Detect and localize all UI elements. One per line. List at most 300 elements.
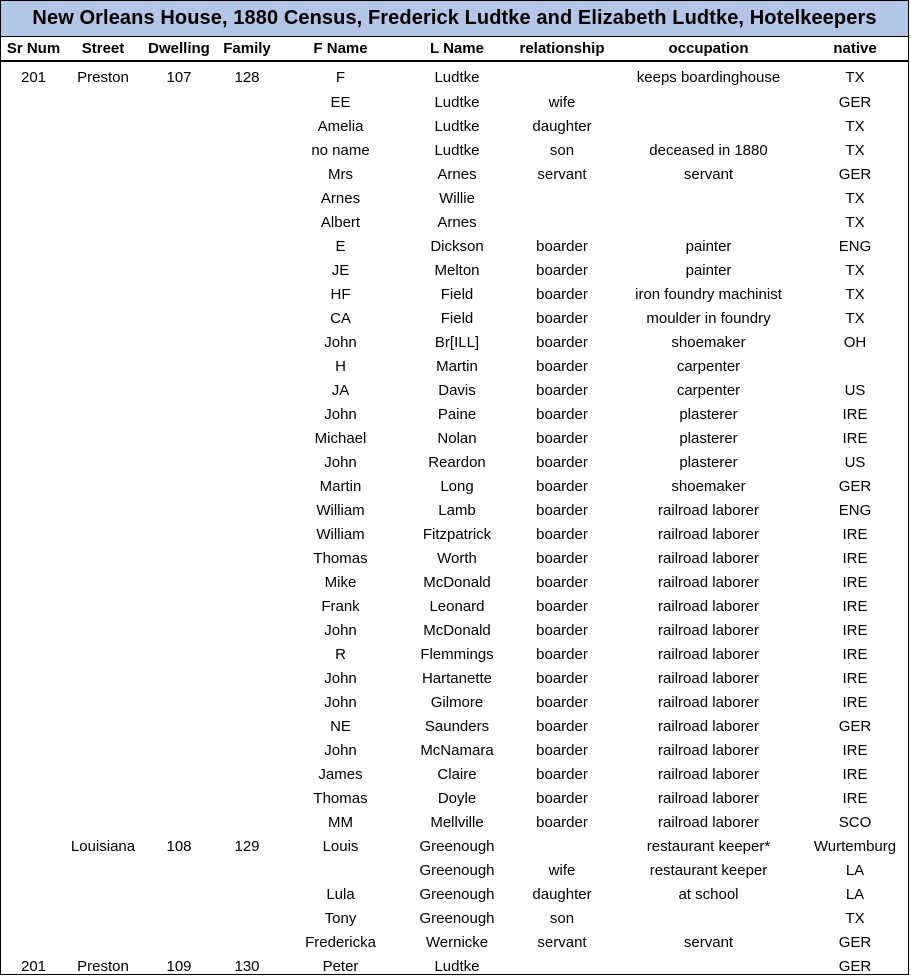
cell-last-name: Arnes: [437, 165, 477, 183]
cell-last-name: Flemmings: [420, 645, 494, 663]
cell-street: [66, 258, 140, 282]
cell-relationship: boarder: [536, 525, 588, 543]
cell-first-name: F: [335, 68, 346, 86]
table-row: [1, 522, 908, 546]
cell-native: IRE: [842, 573, 868, 591]
cell-first-name: William: [316, 501, 365, 519]
col-header-last-name: L Name: [405, 37, 509, 61]
cell-dwelling: [140, 114, 218, 138]
table-row: [1, 330, 908, 354]
cell-last-name: Greenough: [419, 837, 495, 855]
cell-first-name: James: [318, 765, 363, 783]
cell-street: [66, 858, 140, 882]
cell-native: GER: [838, 93, 872, 111]
cell-street: [66, 138, 140, 162]
cell-dwelling: [140, 354, 218, 378]
cell-sr-num: [1, 594, 66, 618]
cell-relationship: boarder: [536, 789, 588, 807]
cell-relationship: daughter: [532, 117, 592, 135]
cell-occupation: railroad laborer: [658, 573, 759, 591]
cell-sr-num: [1, 378, 66, 402]
cell-first-name: E: [335, 237, 346, 255]
cell-first-name: John: [324, 621, 357, 639]
cell-family: [218, 858, 276, 882]
cell-family: [218, 714, 276, 738]
cell-sr-num: [1, 522, 66, 546]
table-row: [1, 498, 908, 522]
cell-family: [218, 210, 276, 234]
cell-relationship: boarder: [536, 261, 588, 279]
cell-native: IRE: [842, 525, 868, 543]
cell-family: [218, 234, 276, 258]
cell-last-name: Doyle: [437, 789, 477, 807]
table-row: [1, 834, 908, 858]
table-row: [1, 810, 908, 834]
cell-last-name: Willie: [439, 189, 475, 207]
cell-dwelling: [140, 666, 218, 690]
cell-occupation: [615, 210, 802, 234]
cell-first-name: John: [324, 453, 357, 471]
cell-dwelling: [140, 738, 218, 762]
cell-family: [218, 330, 276, 354]
cell-last-name: Ludtke: [434, 141, 480, 159]
cell-street: [66, 474, 140, 498]
cell-occupation: [615, 954, 802, 978]
cell-first-name: Louis: [322, 837, 359, 855]
cell-occupation: shoemaker: [671, 333, 746, 351]
cell-sr-num: [1, 474, 66, 498]
cell-relationship: boarder: [536, 597, 588, 615]
cell-last-name: Fitzpatrick: [422, 525, 492, 543]
cell-dwelling: [140, 858, 218, 882]
col-header-native: native: [802, 37, 908, 61]
cell-native: ENG: [838, 501, 872, 519]
cell-sr-num: [1, 810, 66, 834]
cell-last-name: Dickson: [430, 237, 484, 255]
cell-occupation: railroad laborer: [658, 717, 759, 735]
cell-sr-num: [1, 354, 66, 378]
cell-relationship: boarder: [536, 501, 588, 519]
census-body: [1, 61, 908, 978]
cell-dwelling: [140, 546, 218, 570]
cell-sr-num: [1, 930, 66, 954]
cell-occupation: [615, 906, 802, 930]
cell-occupation: railroad laborer: [658, 597, 759, 615]
cell-native: Wurtemburg: [813, 837, 897, 855]
cell-family: 128: [234, 68, 260, 86]
cell-family: [218, 594, 276, 618]
cell-family: [218, 90, 276, 114]
cell-sr-num: [1, 234, 66, 258]
cell-dwelling: 109: [166, 957, 192, 975]
cell-first-name: Frank: [321, 597, 360, 615]
cell-occupation: servant: [683, 933, 734, 951]
cell-first-name: Thomas: [313, 549, 368, 567]
cell-native: IRE: [842, 645, 868, 663]
cell-dwelling: [140, 762, 218, 786]
cell-relationship: boarder: [536, 453, 588, 471]
cell-last-name: Martin: [436, 357, 478, 375]
cell-relationship: servant: [537, 165, 587, 183]
cell-first-name: R: [335, 645, 346, 663]
cell-family: [218, 810, 276, 834]
cell-last-name: Ludtke: [434, 957, 480, 975]
table-row: [1, 378, 908, 402]
cell-family: [218, 522, 276, 546]
sheet-title: New Orleans House, 1880 Census, Frederick Ludtke and Elizabeth Ludtke, Hotelkeepers: [1, 1, 908, 37]
cell-dwelling: [140, 474, 218, 498]
table-row: [1, 714, 908, 738]
cell-street: [66, 162, 140, 186]
cell-occupation: railroad laborer: [658, 789, 759, 807]
cell-native: OH: [843, 333, 867, 351]
cell-last-name: McDonald: [423, 621, 491, 639]
cell-first-name: Thomas: [313, 789, 368, 807]
cell-dwelling: 107: [166, 68, 192, 86]
cell-dwelling: [140, 426, 218, 450]
table-row: [1, 954, 908, 978]
cell-street: [66, 498, 140, 522]
cell-relationship: boarder: [536, 285, 588, 303]
cell-native: LA: [845, 885, 865, 903]
cell-family: [218, 306, 276, 330]
cell-first-name: Mrs: [328, 165, 353, 183]
cell-last-name: Paine: [437, 405, 477, 423]
cell-street: [66, 882, 140, 906]
cell-dwelling: [140, 594, 218, 618]
cell-family: [218, 138, 276, 162]
cell-relationship: wife: [548, 93, 576, 111]
cell-last-name: Nolan: [437, 429, 477, 447]
cell-last-name: McDonald: [423, 573, 491, 591]
cell-last-name: Field: [440, 285, 474, 303]
cell-native: TX: [845, 68, 865, 86]
table-row: [1, 162, 908, 186]
table-row: [1, 882, 908, 906]
cell-sr-num: [1, 570, 66, 594]
cell-sr-num: 201: [20, 68, 47, 86]
cell-dwelling: [140, 90, 218, 114]
cell-sr-num: [1, 498, 66, 522]
cell-dwelling: [140, 234, 218, 258]
cell-first-name: Fredericka: [305, 933, 376, 951]
cell-relationship: boarder: [536, 765, 588, 783]
cell-relationship: wife: [548, 861, 576, 879]
cell-relationship: boarder: [536, 237, 588, 255]
cell-dwelling: [140, 378, 218, 402]
cell-family: [218, 906, 276, 930]
cell-occupation: railroad laborer: [658, 693, 759, 711]
cell-sr-num: [1, 258, 66, 282]
cell-occupation: at school: [678, 885, 739, 903]
cell-sr-num: [1, 210, 66, 234]
cell-street: Preston: [77, 957, 129, 975]
cell-last-name: Ludtke: [434, 117, 480, 135]
cell-first-name: Lula: [326, 885, 355, 903]
cell-occupation: railroad laborer: [658, 549, 759, 567]
cell-sr-num: [1, 450, 66, 474]
cell-dwelling: [140, 330, 218, 354]
table-row: [1, 234, 908, 258]
cell-family: [218, 690, 276, 714]
cell-native: IRE: [842, 549, 868, 567]
cell-sr-num: [1, 282, 66, 306]
table-row: [1, 474, 908, 498]
cell-occupation: carpenter: [676, 357, 741, 375]
cell-street: [66, 114, 140, 138]
table-row: [1, 738, 908, 762]
cell-dwelling: [140, 402, 218, 426]
table-row: [1, 138, 908, 162]
cell-sr-num: [1, 186, 66, 210]
cell-street: [66, 714, 140, 738]
cell-relationship: son: [549, 909, 575, 927]
header-row: [1, 37, 908, 61]
col-header-relationship: relationship: [509, 37, 615, 61]
col-header-dwelling: Dwelling: [140, 37, 218, 61]
cell-dwelling: [140, 690, 218, 714]
cell-relationship: boarder: [536, 621, 588, 639]
table-row: [1, 642, 908, 666]
cell-dwelling: [140, 570, 218, 594]
cell-street: [66, 642, 140, 666]
cell-last-name: Leonard: [429, 597, 485, 615]
cell-sr-num: [1, 666, 66, 690]
table-row: [1, 906, 908, 930]
cell-family: [218, 402, 276, 426]
cell-occupation: [615, 114, 802, 138]
cell-sr-num: [1, 690, 66, 714]
cell-street: [66, 570, 140, 594]
cell-occupation: railroad laborer: [658, 813, 759, 831]
cell-native: IRE: [842, 597, 868, 615]
cell-occupation: plasterer: [679, 405, 738, 423]
cell-occupation: railroad laborer: [658, 669, 759, 687]
cell-first-name: HF: [330, 285, 351, 303]
cell-last-name: McNamara: [420, 741, 494, 759]
cell-native: IRE: [842, 429, 868, 447]
cell-last-name: Greenough: [419, 909, 495, 927]
cell-street: [66, 522, 140, 546]
cell-sr-num: [1, 906, 66, 930]
cell-native: TX: [845, 117, 865, 135]
cell-sr-num: [1, 306, 66, 330]
cell-relationship: boarder: [536, 405, 588, 423]
table-row: [1, 61, 908, 90]
col-header-street: Street: [66, 37, 140, 61]
cell-sr-num: [1, 642, 66, 666]
cell-family: [218, 762, 276, 786]
cell-sr-num: [1, 738, 66, 762]
cell-occupation: iron foundry machinist: [635, 285, 782, 303]
cell-native: TX: [845, 213, 865, 231]
cell-family: [218, 450, 276, 474]
cell-relationship: boarder: [536, 717, 588, 735]
cell-relationship: [509, 834, 615, 858]
cell-family: [218, 354, 276, 378]
cell-native: SCO: [838, 813, 872, 831]
cell-family: [218, 378, 276, 402]
cell-last-name: Worth: [437, 549, 477, 567]
cell-native: LA: [845, 861, 865, 879]
cell-native: IRE: [842, 621, 868, 639]
cell-last-name: Lamb: [438, 501, 476, 519]
cell-relationship: boarder: [536, 813, 588, 831]
cell-family: [218, 642, 276, 666]
cell-occupation: railroad laborer: [658, 765, 759, 783]
cell-dwelling: [140, 810, 218, 834]
cell-occupation: painter: [685, 237, 732, 255]
table-row: [1, 402, 908, 426]
cell-occupation: [615, 186, 802, 210]
cell-native: US: [844, 453, 866, 471]
cell-sr-num: 201: [20, 957, 47, 975]
table-row: [1, 546, 908, 570]
cell-street: [66, 186, 140, 210]
cell-family: [218, 498, 276, 522]
cell-native: GER: [838, 165, 872, 183]
cell-occupation: [615, 90, 802, 114]
cell-occupation: moulder in foundry: [646, 309, 771, 327]
cell-first-name: JA: [331, 381, 350, 399]
cell-dwelling: [140, 642, 218, 666]
cell-native: [802, 354, 908, 378]
cell-street: [66, 666, 140, 690]
cell-first-name: Arnes: [320, 189, 361, 207]
cell-dwelling: [140, 282, 218, 306]
cell-family: 129: [234, 837, 260, 855]
cell-first-name: EE: [330, 93, 351, 111]
cell-occupation: railroad laborer: [658, 741, 759, 759]
table-row: [1, 210, 908, 234]
cell-occupation: railroad laborer: [658, 621, 759, 639]
cell-family: [218, 258, 276, 282]
cell-relationship: daughter: [532, 885, 592, 903]
cell-first-name: MM: [328, 813, 353, 831]
table-row: [1, 90, 908, 114]
cell-occupation: railroad laborer: [658, 645, 759, 663]
cell-native: GER: [838, 717, 872, 735]
col-header-occupation: occupation: [615, 37, 802, 61]
cell-occupation: deceased in 1880: [649, 141, 768, 159]
cell-occupation: plasterer: [679, 453, 738, 471]
cell-occupation: servant: [683, 165, 734, 183]
cell-relationship: boarder: [536, 669, 588, 687]
table-row: [1, 594, 908, 618]
cell-last-name: Melton: [434, 261, 480, 279]
cell-last-name: Claire: [437, 765, 477, 783]
cell-street: [66, 426, 140, 450]
cell-sr-num: [1, 762, 66, 786]
cell-dwelling: [140, 450, 218, 474]
cell-relationship: [509, 186, 615, 210]
cell-street: [66, 690, 140, 714]
table-row: [1, 570, 908, 594]
cell-sr-num: [1, 114, 66, 138]
cell-dwelling: [140, 498, 218, 522]
cell-last-name: Davis: [438, 381, 476, 399]
cell-dwelling: [140, 162, 218, 186]
cell-street: [66, 546, 140, 570]
cell-occupation: railroad laborer: [658, 501, 759, 519]
col-header-family: Family: [218, 37, 276, 61]
cell-family: [218, 618, 276, 642]
cell-native: IRE: [842, 693, 868, 711]
cell-dwelling: [140, 138, 218, 162]
cell-street: [66, 402, 140, 426]
cell-occupation: restaurant keeper: [649, 861, 768, 879]
table-row: [1, 666, 908, 690]
cell-dwelling: 108: [166, 837, 192, 855]
cell-native: GER: [838, 957, 872, 975]
cell-last-name: Arnes: [437, 213, 477, 231]
cell-sr-num: [1, 90, 66, 114]
cell-last-name: Ludtke: [434, 68, 480, 86]
cell-occupation: painter: [685, 261, 732, 279]
cell-street: [66, 618, 140, 642]
cell-native: IRE: [842, 669, 868, 687]
cell-relationship: boarder: [536, 645, 588, 663]
cell-last-name: Ludtke: [434, 93, 480, 111]
cell-relationship: boarder: [536, 741, 588, 759]
cell-occupation: plasterer: [679, 429, 738, 447]
cell-dwelling: [140, 210, 218, 234]
table-row: [1, 354, 908, 378]
cell-native: TX: [845, 309, 865, 327]
cell-occupation: restaurant keeper*: [646, 837, 771, 855]
cell-occupation: keeps boardinghouse: [636, 68, 781, 86]
cell-family: 130: [234, 957, 260, 975]
cell-last-name: Hartanette: [421, 669, 493, 687]
cell-sr-num: [1, 618, 66, 642]
cell-relationship: boarder: [536, 309, 588, 327]
cell-street: Preston: [77, 68, 129, 86]
table-row: [1, 450, 908, 474]
cell-occupation: shoemaker: [671, 477, 746, 495]
cell-relationship: [509, 210, 615, 234]
table-row: [1, 114, 908, 138]
cell-sr-num: [1, 714, 66, 738]
cell-street: [66, 282, 140, 306]
cell-family: [218, 474, 276, 498]
cell-dwelling: [140, 306, 218, 330]
cell-relationship: boarder: [536, 549, 588, 567]
cell-relationship: boarder: [536, 357, 588, 375]
cell-first-name: NE: [330, 717, 351, 735]
cell-last-name: Gilmore: [430, 693, 484, 711]
cell-street: [66, 810, 140, 834]
table-row: [1, 690, 908, 714]
cell-first-name: Mike: [324, 573, 357, 591]
table-row: [1, 930, 908, 954]
cell-family: [218, 426, 276, 450]
cell-first-name: JE: [331, 261, 350, 279]
cell-street: [66, 330, 140, 354]
cell-dwelling: [140, 714, 218, 738]
cell-relationship: [509, 61, 615, 90]
table-row: [1, 426, 908, 450]
cell-first-name: Albert: [320, 213, 361, 231]
cell-relationship: boarder: [536, 333, 588, 351]
cell-native: IRE: [842, 405, 868, 423]
cell-dwelling: [140, 618, 218, 642]
cell-native: TX: [845, 141, 865, 159]
cell-last-name: Br[ILL]: [434, 333, 480, 351]
census-table: [1, 37, 908, 978]
cell-first-name: John: [324, 693, 357, 711]
cell-relationship: [509, 954, 615, 978]
cell-last-name: Wernicke: [425, 933, 489, 951]
